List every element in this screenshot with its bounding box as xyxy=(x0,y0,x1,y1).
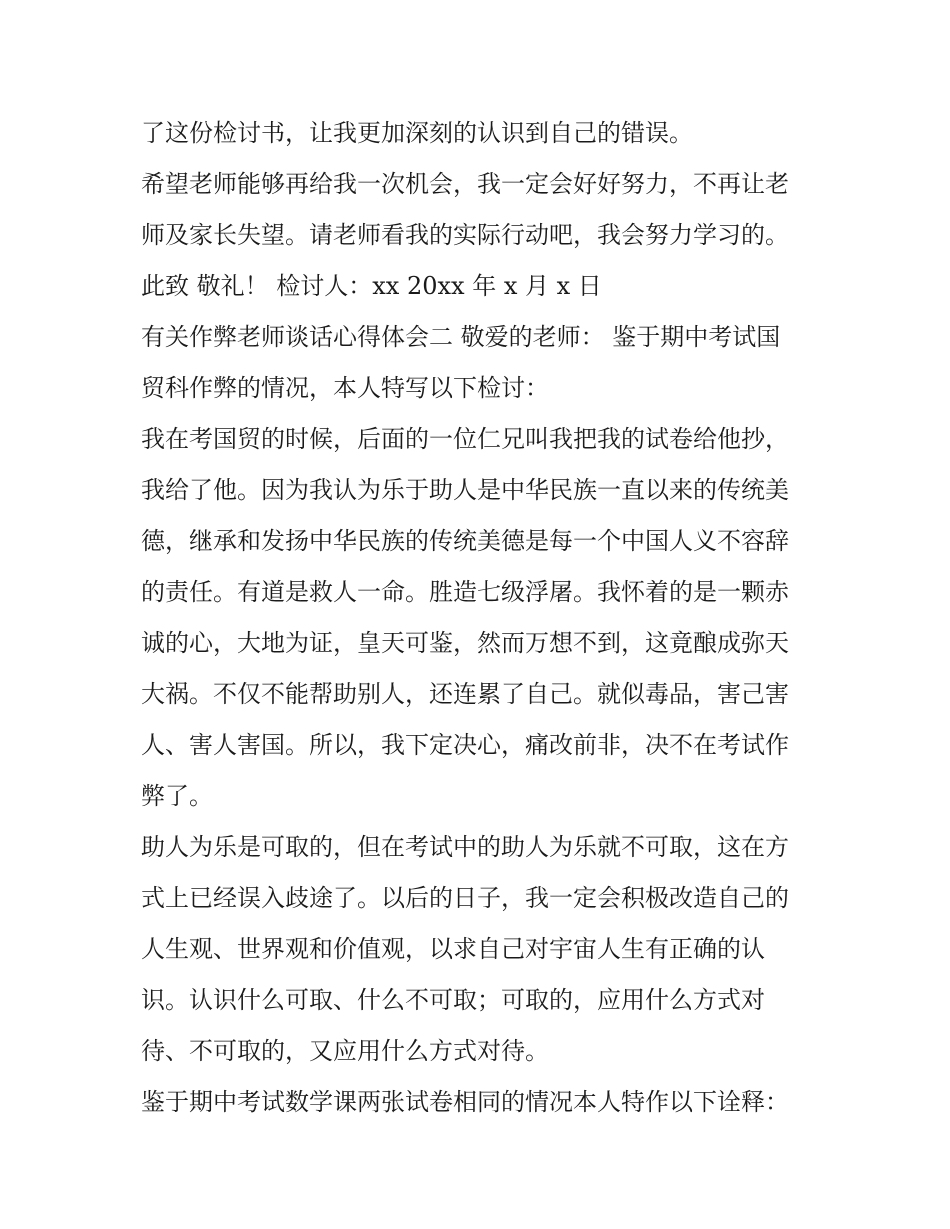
text-line: 待、不可取的，又应用什么方式对待。 xyxy=(141,1037,549,1065)
text-line: 师及家长失望。请老师看我的实际行动吧，我会努力学习的。 xyxy=(141,221,789,249)
text-line: 识。认识什么可取、什么不可取；可取的，应用什么方式对 xyxy=(141,986,765,1014)
text-line: 我给了他。因为我认为乐于助人是中华民族一直以来的传统美 xyxy=(141,476,789,504)
text-line: 希望老师能够再给我一次机会，我一定会好好努力，不再让老 xyxy=(141,170,789,198)
text-line: 了这份检讨书，让我更加深刻的认识到自己的错误。 xyxy=(141,119,693,147)
text-line: 助人为乐是可取的，但在考试中的助人为乐就不可取，这在方 xyxy=(141,833,789,861)
text-line: 鉴于期中考试数学课两张试卷相同的情况本人特作以下诠释： xyxy=(141,1088,789,1116)
text-line: 贸科作弊的情况，本人特写以下检讨： xyxy=(141,374,549,402)
text-line: 我在考国贸的时候，后面的一位仁兄叫我把我的试卷给他抄， xyxy=(141,425,789,453)
text-line: 的责任。有道是救人一命。胜造七级浮屠。我怀着的是一颗赤 xyxy=(141,578,789,606)
document-body xyxy=(141,108,821,1128)
text-line: 弊了。 xyxy=(141,782,213,810)
text-line: 人、害人害国。所以，我下定决心，痛改前非，决不在考试作 xyxy=(141,731,789,759)
text-line: 大祸。不仅不能帮助别人，还连累了自己。就似毒品，害己害 xyxy=(141,680,789,708)
text-line: 式上已经误入歧途了。以后的日子，我一定会积极改造自己的 xyxy=(141,884,789,912)
text-line: 德，继承和发扬中华民族的传统美德是每一个中国人义不容辞 xyxy=(141,527,789,555)
text-line: 此致 敬礼！ 检讨人：xx 20xx 年 x 月 x 日 xyxy=(141,272,602,300)
text-line: 诚的心，大地为证，皇天可鉴，然而万想不到，这竟酿成弥天 xyxy=(141,629,789,657)
text-line: 人生观、世界观和价值观，以求自己对宇宙人生有正确的认 xyxy=(141,935,765,963)
text-line: 有关作弊老师谈话心得体会二 敬爱的老师： 鉴于期中考试国 xyxy=(141,323,781,351)
